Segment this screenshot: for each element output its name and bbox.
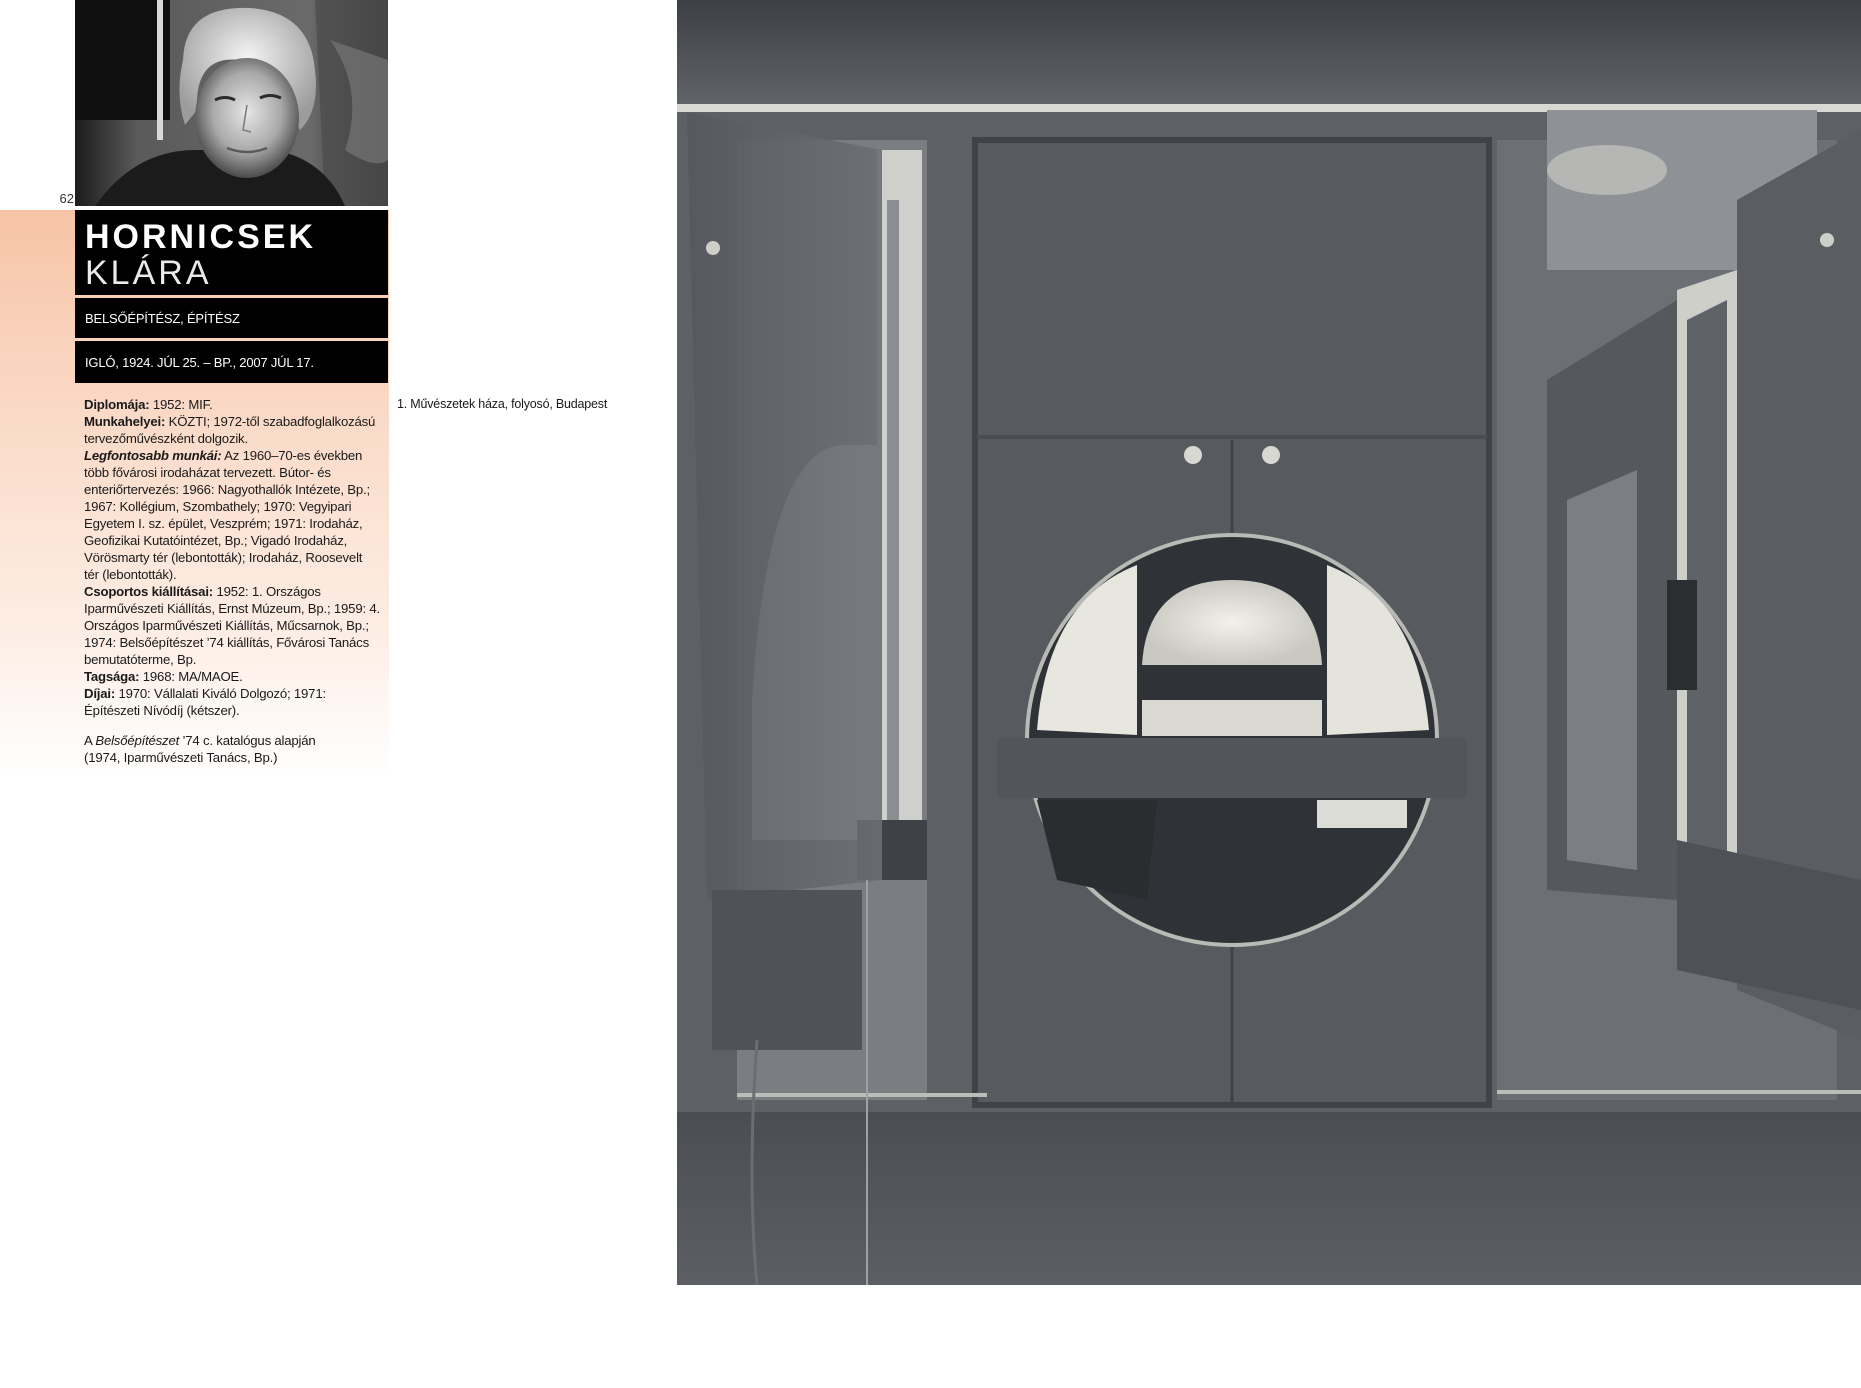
life-dates-box — [75, 341, 388, 383]
bio-text: KÖZTI; 1972-től szabadfoglalkozású tervezőművészként dolgozik. — [84, 414, 376, 446]
bio-text: 1970: Vállalati Kiváló Dolgozó; 1971: Építészeti Nívódíj (kétszer). — [84, 686, 326, 718]
bio-entry-workplaces — [84, 413, 380, 447]
corridor-door-photo — [677, 0, 1861, 1285]
source-suffix: ’74 c. katalógus alapján — [179, 733, 316, 748]
bio-entry-membership — [84, 668, 380, 685]
source-note — [84, 732, 380, 766]
bio-label: Diplomája: — [84, 397, 150, 412]
page-number: 62 — [59, 191, 74, 206]
biography — [84, 396, 380, 719]
bio-text: 1952: MIF. — [149, 397, 213, 412]
bio-entry-works — [84, 447, 380, 583]
source-publisher: (1974, Iparművészeti Tanács, Bp.) — [84, 750, 278, 765]
life-dates-text: IGLÓ, 1924. JÚL 25. – BP., 2007 JÚL 17. — [85, 354, 314, 370]
bio-label: Munkahelyei: — [84, 414, 166, 429]
bio-text: Az 1960–70-es években több fővárosi irodaházat tervezett. Bútor- és enteriőrtervezés: 1966: Nagyothallók Intézete, Bp.; 1967: Kollégium, Szombathely; 1970: Vegyipari Egyetem I. sz. épület, Veszprém; 1971: Irodaház, Geofizikai Kutatóintézet, Bp.; Vigadó Irodaház, Vörösmarty tér (lebontották); Irodaház, Roosevelt tér (lebontották). — [84, 448, 370, 582]
source-title: Belsőépítészet — [95, 733, 180, 748]
bio-label: Díjai: — [84, 686, 116, 701]
bio-entry-exhibitions — [84, 583, 380, 668]
profession-box — [75, 298, 388, 338]
source-prefix: A — [84, 733, 96, 748]
person-given-name: KLÁRA — [85, 254, 212, 292]
photo-caption: 1. Művészetek háza, folyosó, Budapest — [397, 397, 608, 411]
bio-entry-diploma — [84, 396, 380, 413]
portrait-photo — [75, 0, 388, 206]
bio-entry-awards — [84, 685, 380, 719]
name-box — [75, 210, 388, 295]
profession-text: BELSŐÉPÍTÉSZ, ÉPÍTÉSZ — [85, 310, 240, 326]
bio-label: Tagsága: — [84, 669, 140, 684]
bio-text: 1968: MA/MAOE. — [139, 669, 243, 684]
bio-label: Legfontosabb munkái: — [84, 448, 222, 463]
person-surname: HORNICSEK — [85, 218, 317, 256]
bio-text: 1952: 1. Országos Iparművészeti Kiállítás, Ernst Múzeum, Bp.; 1959: 4. Országos Iparművészeti Kiállítás, Műcsarnok, Bp.; 1974: Belsőépítészet ’74 kiállítás, Fővárosi Tanács bemutatóterme, Bp. — [84, 584, 380, 667]
bio-label: Csoportos kiállításai: — [84, 584, 213, 599]
